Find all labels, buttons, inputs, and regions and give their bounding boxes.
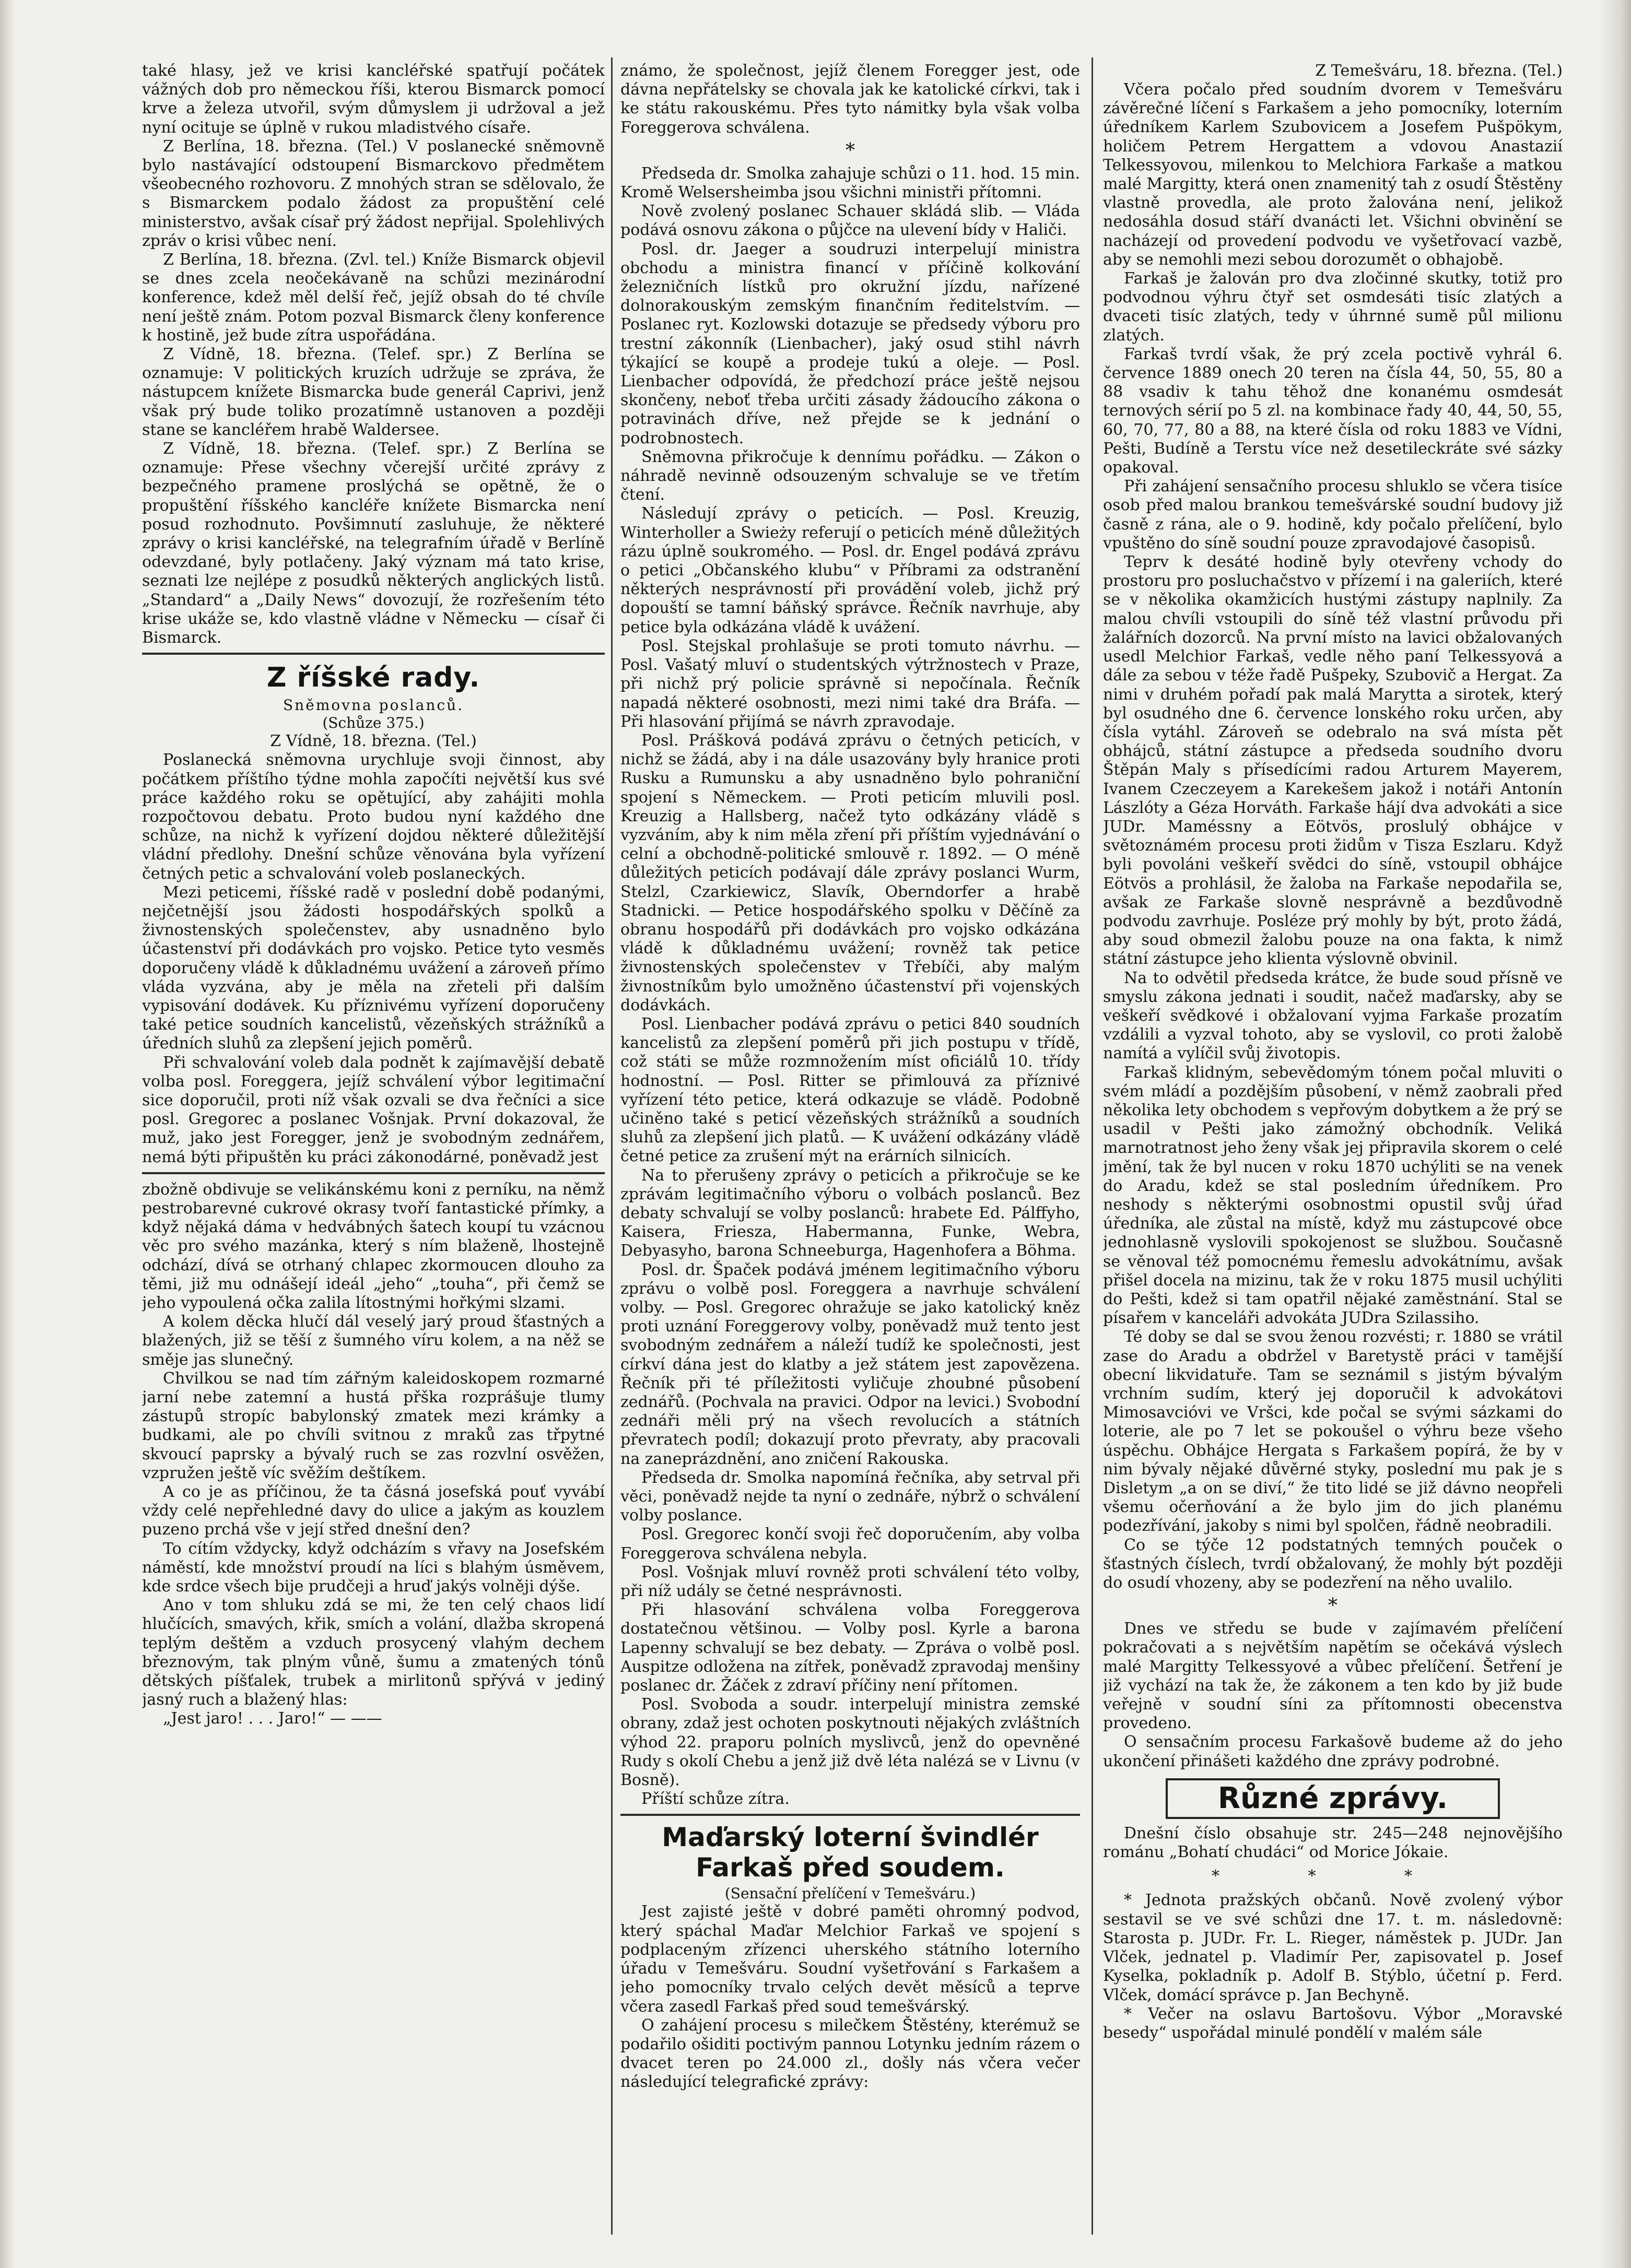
news-paragraph-2: * Jednota pražských občanů. Nově zvolený výbor sestavil se ve své schůzi dne 17. t. m. následovně: Starosta p. JUDr. Fr. L. Rieger, náměstek p. JUDr. Jan Vlček, jednatel p. Vladimír Per, zapisovatel p. Josef Kyselka, pokladník p. Adolf B. Stýblo, účetní p. Ferd. Vlček, domácí správce p. Jan Bechyně. [1103,1891,1563,2004]
session-paragraph-2: Nově zvolený poslanec Schauer skládá slib. — Vláda podává osnovu zákona o půjčce na ulevení bídy v Haliči. [620,202,1080,240]
feuilleton-paragraph-5: To cítím vždycky, když odcházím s vřavy na Josefském náměstí, kde množství proudí na líci s blahým úsměvem, kde srdce všech bije prudčeji a hruď jakýs volněji dýše. [142,1539,605,1596]
session-paragraph-6: Posl. Stejskal prohlašuje se proti tomuto návrhu. — Posl. Vašatý mluví o studentských výtržnostech v Praze, při nichž prý policie správně si nepočínala. Řečník napadá některé osobnosti, mezi nimi také dra Bráfa. — Při hlasování přijímá se návrh zpravodaje. [620,636,1080,731]
feuilleton-paragraph-3: Chvilkou se nad tím zářným kaleidoskopem rozmarné jarní nebe zatemní a hustá přška rozprášuje tlumy zástupů stropíc babylonský zmatek mezi krámky a budkami, ale po chvíli svitnou z mraků zas třpytné skvoucí paprsky a bývalý ruch se zas rozvlní osvěžen, vzpružen ještě víc svěžím deštíkem. [142,1369,605,1482]
next-session: Příští schůze zítra. [641,1790,790,1809]
trial-paragraph-9: Co se týče 12 podstatných temných pouček o šťastných číslech, tvrdí obžalovaný, že mohly být později do osudí vhozeny, aby se podezření na něho uvalilo. [1103,1535,1563,1592]
berlin-report-1: Z Berlína, 18. března. (Tel.) V poslanecké sněmovně bylo nastávající odstoupení Bismarckovo předmětem všeobecného rozhovoru. Z mnohých stran se sdělovalo, že s Bismarckem podalo žádost za propuštění celé ministerstvo, avšak císař prý žádost nepřijal. Spolehlivých zpráv o krisi vůbec není. [142,137,605,250]
rada-paragraph-1: Poslanecká sněmovna urychluje svoji činnost, aby počátkem příštího týdne mohla započíti největší kus své práce každého roku se opětující, aby zahájiti mohla rozpočtovou debatu. Proto budou nyní každého dne schůze, na nichž k vyřízení dojdou některé důležitější vládní předlohy. Dnešní schůze věnována byla vyřízení četných petic a schvalování voleb poslaneckých. [142,751,605,883]
session-paragraph-8: Posl. Lienbacher podává zprávu o petici 840 soudních kancelistů za zlepšení poměrů při jich postupu v třídě, což státi se může rozmnožením míst oficiálů 10. třídy hodnostní. — Posl. Ritter se přimlouvá za příznivé vyřízení této petice, která odkazuje se vládě. Podobně učiněno také s peticí vězeňských strážníků a soudních sluhů za zlepšení jich platů. — K uvážení odkázány vládě četné petice za zrušení mýt na erárních silnicích. [620,1014,1080,1166]
vienna-report-1: Z Vídně, 18. března. (Telef. spr.) Z Berlína se oznamuje: V politických kruzích udržuje se zpráva, že nástupcem knížete Bismarcka bude generál Caprivi, jenž však prý bude toliko prozatímně ustanoven a později stane se kancléřem hrabě Waldersee. [142,345,605,439]
session-paragraph-15: Posl. Svoboda a soudr. interpelují ministra zemské obrany, zdaž jest ochoten poskytnouti nějakých zvláštních výhod 22. praporu polních myslivců, jenž do opevněné Rudy s okolí Chebu a jenž již dvě léta nalézá se v Livnu (v Bosně). [620,1695,1080,1790]
separator-stars: * * * [1211,1867,1454,1886]
farkas-paragraph-2: O zahájení procesu s milečkem Štěstény, kterémuž se podařilo ošiditi poctivým pannou Lotynku jedním rázem o dvacet teren po 24.000 zl., došly nás včera večer následující telegrafické zprávy: [620,2016,1080,2092]
vienna-report-2: Z Vídně, 18. března. (Telef. spr.) Z Berlína se oznamuje: Přese všechny včerejší určité zprávy z bezpečného pramene proslýchá se opětně, že o propuštění říšského kancléře knížete Bismarcka není posud rozhodnuto. Povšimnutí zasluhuje, že některé zprávy o krisi kancléřské, na telegrafním úřadě v Berlíně odevzdané, byly potlačeny. Jaký význam má tato krise, seznati lze nejlépe z posudků některých anglických listů. „Standard“ a „Daily News“ dovozují, že rozřešením této krise ukáže se, kdo vlastně vládne v Německu — císař či Bismarck. [142,440,605,647]
scan-edge-right [1600,0,1631,2268]
trial-paragraph-2: Farkaš je žalován pro dva zločinné skutky, totiž pro podvodnou výhru čtyř set osmdesáti tisíc zlatých a dvaceti tisíc zlatých, tedy v úhrnné sumě půl milionu zlatých. [1103,269,1563,345]
trial-paragraph-3: Farkaš tvrdí však, že prý zcela poctivě vyhrál 6. července 1889 onech 20 teren na čísla 44, 50, 55, 80 a 88 vsadiv k tahu těhož dne konanému osmdesát ternových sérií po 5 zl. na kombinace řady 40, 44, 50, 55, 60, 70, 77, 80 a 88, na které čísla od roku 1883 ve Vídni, Pešti, Budíně a Terstu více než desetileckráte své sázky opakoval. [1103,345,1563,477]
trial-paragraph-10: Dnes ve středu se bude v zajímavém přelíčení pokračovati a s největším napětím se očekává výslech malé Margitty Telkessyové a vůbec přelíčení. Šetření je již vychází na tak že, že zákonem a ten kdo by již bude veřejně v soudní síni za přítomnosti obecenstva provedeno. [1103,1620,1563,1733]
farkas-paragraph-1: Jest zajisté ještě v dobré paměti ohromný podvod, který spáchal Maďar Melchior Farkaš ve spojení s podplaceným zřízenci uherského státního loterního úřadu v Temešváru. Soudní vyšetřování s Farkašem a jeho pomocníky trvalo celých devět měsíců a teprve včera zasedl Farkaš před soud temešvárský. [620,1903,1080,2016]
rada-dateline: Z Vídně, 18. března. (Tel.) [270,732,477,751]
trial-paragraph-4: Při zahájení sensačního procesu shluklo se včera tisíce osob před malou brankou temešvárské soudní budovy již časně z rána, ale o 9. hodině, kdy počalo přelíčení, bylo vpuštěno do síně soudní pouze zpravodajové časopisů. [1103,477,1563,552]
feuilleton-paragraph-1: zbožně obdivuje se velikánskému koni z perníku, na němž pestrobarevné cukrové okrasy tvoří fantastické přímky, a když nějaká dáma v hedvábných šatech koupí tu vzácnou věc pro svého mazánka, který s ním blaženě, lhostejně odchází, dívá se otrhaný chlapec zkormoucen dlouho za těmi, již mu odnášejí ideál „jeho“ „touha“, při čemž se jeho vypoulená očka zalila lítostnými hořkými slzami. [142,1180,605,1312]
rada-paragraph-2: Mezi peticemi, říšské radě v poslední době podanými, nejčetnější jsou žádosti hospodářských spolků a živnostenských společenstev, aby usnadněno bylo účastenství při dodávkách pro vojsko. Petice tyto vesměs doporučeny vládě k důkladnému uvážení a zároveň přímo vláda vyzvána, aby je měla na zřeteli při dalším vypisování dodávek. Ku příznivému vyřízení doporučeny také petice soudních kancelistů, vězeňských strážníků a úředních sluhů za zlepšení jejich poměrů. [142,883,605,1053]
session-paragraph-14: Při hlasování schválena volba Foreggerova dostatečnou většinou. — Volby posl. Kyrle a barona Lapenny schvalují se bez debaty. — Zpráva o volbě posl. Auspitze odložena na zítřek, poněvadž zpravodaj menšiny poslanec dr. Žáček z zdraví příčiny není přítomen. [620,1601,1080,1695]
section-heading-rada: Z říšské rady. [266,662,480,694]
farkas-divider [620,1814,1080,1816]
trial-paragraph-11: O sensačním procesu Farkašově budeme až do jeho ukončení přinášeti každého dne zprávy podrobné. [1103,1733,1563,1770]
section-heading-zpravy: Různé zprávy. [1166,1778,1500,1819]
column-left [142,62,605,2234]
feuilleton-paragraph-4: A co je as příčinou, že ta čásná josefská pouť vyvábí vždy celé nepřehledné davy do ulice a jakým as kouzlem puzeno prchá vše v její střed dnešní den? [142,1483,605,1539]
foregger-continuation: známo, že společnost, jejíž členem Foregger jest, ode dávna nepřátelsky se chovala jak ke katolické církvi, tak i ke státu rakouskému. Přes tyto námitky byla však volba Foreggerova schválena. [620,62,1080,137]
trial-paragraph-1: Včera počalo před soudním dvorem v Temešváru závěrečné líčení s Farkašem a jeho pomocníky, loterním úředníkem Karlem Szubovicem a Josefem Pušpökym, holičem Petrem Hergattem a vdovou Anastazií Telkessyovou, milenkou to Melchiora Farkaše a matkou malé Margitty, která onen znamenitý tah z osudí Štěstěny vlastně provedla, ale proto žalována není, jelikož nedosáhla dosud stáří dvanácti let. Všichni obvinění se nacházejí od provedení podvodu ve vyšetřovací vazbě, aby se nemohli mezi sebou dorozumět o obhajobě. [1103,80,1563,269]
separator-star: * [1328,1595,1337,1617]
session-paragraph-9: Na to přerušeny zprávy o peticích a přikročuje se ke zprávám legitimačního výboru o volbách poslanců. Bez debaty schvalují se volby poslanců: hrabete Ed. Pálffyho, Kaisera, Friesza, Habermanna, Funke, Webra, Debyasyho, barona Schneeburga, Hagenhofera a Böhma. [620,1166,1080,1260]
column-right [1103,62,1563,2234]
session-paragraph-5: Následují zprávy o peticích. — Posl. Kreuzig, Winterholler a Swieży referují o peticích méně důležitých rázu úplně soukromého. — Posl. dr. Engel podává zprávu o petici „Občanského klubu“ v Příbrami za odstranění některých nesprávností při provádění voleb, jichž prý dopouští se tamní báňský správce. Řečník navrhuje, aby petice byla odkázána vládě k uvážení. [620,504,1080,636]
feuilleton-paragraph-6: Ano v tom shluku zdá se mi, že ten celý chaos lidí hlučících, smavých, křik, smích a volání, dlažba skropená teplým deštěm a vzduch prosycený vlahým dechem březnovým, tak plným vůně, šumu a zmatených tónů dětských píšťalek, trubek a mirlitonů spřývá v jediný jasný ruch a blažený hlas: [142,1596,605,1709]
feuilleton-closing: „Jest jaro! . . . Jaro!“ — —— [163,1709,382,1728]
trial-paragraph-6: Na to odvětil předseda krátce, že bude soud přísně ve smyslu zákona jednati i soudit, načež maďarsky, aby se veškeří svědkové i obžalovaní vyjma Farkaše prozatím vzdálili a vyzval tohoto, aby se vyslovil, co proti žalobě namítá a vylíčil svůj životopis. [1103,968,1563,1063]
farkas-subheading: (Sensační přelíčení v Temešváru.) [724,1885,976,1903]
news-paragraph-3: * Večer na oslavu Bartošovu. Výbor „Moravské besedy“ uspořádal minulé pondělí v malém sále [1103,2004,1563,2042]
trial-paragraph-8: Té doby se dal se svou ženou rozvésti; r. 1880 se vrátil zase do Aradu a obdržel v Baretystě práci v tamější obecní likvidatuře. Tam se seznámil s jistým bývalým vrchním sudím, který jej doporučil k advokátovi Mimosavcióvi ve Vršci, kde počal se svými sázkami do loterie, ale po 7 let se pokoušel o výhru beze všeho úspěchu. Obhájce Hergata s Farkašem popírá, že by v nim bývaly nějaké důvěrné styky, poslední mu pak je s Disletym „a on se diví,“ že tito lidé se již dávno neopřeli všemu očerňování a že bylo jim do jich planému podezřívání, jakoby s nimi byl spolčen, řádně neobradili. [1103,1328,1563,1535]
section-divider [142,653,605,655]
column-middle [620,62,1080,2234]
session-paragraph-7: Posl. Prášková podává zprávu o četných peticích, v nichž se žádá, aby i na dále usazovány byly hranice proti Rusku a Rumunsku a aby usnadněno bylo pohraniční spojení s Německem. — Proti peticím mluvili posl. Kreuzig a Hallsberg, načež tyto odkázány vládě s vyzváním, aby k nim měla zření při příštím vyjednávání o celní a obchodně-politické smlouvě r. 1892. — O méně důležitých peticích podávají dále zprávy poslanci Wurm, Stelzl, Czarkiewicz, Slavík, Oberndorfer a hrabě Stadnicki. — Petice hospodářského spolku v Děčíně za obranu hospodářů při dodávkách pro vojsko odkázána vládě k důkladnému uvážení; rovněž tak petice živnostenských společenstev v Třebíči, aby malým živnostníkům bylo umožněno účastenství při vojenských dodávkách. [620,731,1080,1014]
session-paragraph-10: Posl. dr. Špaček podává jménem legitimačního výboru zprávu o volbě posl. Foreggera a navrhuje schválení volby. — Posl. Gregorec ohražuje se jako katolický kněz proti uznání Foreggerovy volby, poněvadž muž tento jest svobodným zednářem a náleží tudíž ke společnosti, jest církví dána jest do klatby a jež státem jest zapovězena. Řečník při té příležitosti vyličuje zhoubné působení zednářů. (Pochvala na pravici. Odpor na levici.) Svobodní zednáři měli prý na všech revolucích a státních převratech podíl; dokazují proto převraty, aby pracovali na zaneprázdnění, ano zničení Rakouska. [620,1260,1080,1468]
session-paragraph-3: Posl. dr. Jaeger a soudruzi interpelují ministra obchodu a ministra financí v příčině kolkování železničních lístků pro okružní jízdu, nařízené dolnorakouským zemským finančním ředitelstvím. — Poslanec ryt. Kozlowski dotazuje se předsedy výboru pro trestní zákonník (Lienbacher), jaký osud stihl návrh týkající se koupě a prodeje tukú a oleje. — Posl. Lienbacher odpovídá, že předchozí práce ještě nejsou skončeny, neboť třeba určiti zásady žádoucího zákona o potravinách dříve, než přejde se k jednání o podrobnostech. [620,240,1080,447]
scan-edge-left [0,0,14,2268]
separator-star: * [846,139,855,161]
trial-paragraph-7: Farkaš klidným, sebevědomým tónem počal mluviti o svém mládí a pozdějším působení, v němž zaobrali před několika lety obchodem s vepřovým dobytkem a že prý se usadil v Pešti jako zámožný obchodník. Veliká marnotratnost jeho ženy však jej připravila skorem o celé jmění, tak že byl nucen v roku 1870 uchýliti se na venek do Aradu, kdež se stal posledním úředníkem. Pro neshody s některými osobnostmi opustil svůj úřad úředníka, ale zůstal na místě, když mu zástupcové obce jednohlasně vyslovili spokojenost se službou. Současně se věnoval též pomocnému řemeslu advokátnímu, avšak přišel docela na mizinu, tak že v roku 1875 musil uchýliti do Pešti, kdež si tam opatřil nějaké zaměstnání. Stal se písařem v kanceláři advokáta JUDra Szilassiho. [1103,1063,1563,1328]
rada-paragraph-3: Při schvalování voleb dala podnět k zajímavější debatě volba posl. Foreggera, jejíž schválení výbor legitimační sice doporučil, proti níž však ozvali se dva řečníci a sice posl. Gregorec a poslanec Vošnjak. První dokazoval, že muž, jako jest Foregger, jenž je svobodným zednářem, nemá býti připuštěn ku práci zákonodárné, poněvadž jest [142,1053,605,1166]
farkas-heading: Maďarský loterní švindlér Farkaš před soudem. [662,1822,1039,1883]
bismarck-continuation: také hlasy, jež ve krisi kancléřské spatřují počátek vážných dob pro německou říši, kterou Bismarck pomocí krve a železa utvořil, svým důmyslem ji udržoval a jež nyní ocituje se úplně v rukou mladistvého císaře. [142,62,605,137]
column-rule-2 [1092,57,1093,2235]
session-paragraph-1: Předseda dr. Smolka zahajuje schůzi o 11. hod. 15 min. Kromě Welsersheimba jsou všichni ministři přítomni. [620,164,1080,202]
session-paragraph-12: Posl. Gregorec končí svoji řeč doporučením, aby volba Foreggerova schválena nebyla. [620,1525,1080,1563]
feuilleton-paragraph-2: A kolem děcka hlučí dál veselý jarý proud šťastných a blažených, již se těší z šumného víru kolem, a na něž se směje jas slunečný. [142,1313,605,1369]
column-rule-1 [611,57,613,2235]
berlin-report-2: Z Berlína, 18. března. (Zvl. tel.) Kníže Bismarck objevil se dnes zcela neočekávaně na schůzi mezinárodní konference, kdež měl delší řeč, jejíž obsah do té chvíle není ještě znám. Potom pozval Bismarck členy konference k hostině, jež bude zítra uspořádána. [142,251,605,345]
temesvar-dateline: Z Temešváru, 18. března. (Tel.) [1315,62,1563,80]
rada-session: (Schůze 375.) [322,714,425,732]
session-paragraph-11: Předseda dr. Smolka napomíná řečníka, aby setrval při věci, poněvadž nejde ta nyní o zednáře, nýbrž o schválení volby poslance. [620,1468,1080,1525]
news-paragraph-1: Dnešní číslo obsahuje str. 245—248 nejnovějšího románu „Bohatí chudáci“ od Morice Jókaie. [1103,1824,1563,1862]
session-paragraph-4: Sněmovna přikročuje k dennímu pořádku. — Zákon o náhradě nevinně odsouzeným schvaluje se ve třetím čtení. [620,447,1080,504]
rada-subheading: Sněmovna poslanců. [283,696,464,714]
session-paragraph-13: Posl. Vošnjak mluví rovněž proti schválení této volby, při níž udály se četné nesprávnosti. [620,1563,1080,1601]
trial-paragraph-5: Teprv k desáté hodině byly otevřeny vchody do prostoru pro posluchačstvo v přízemí i na galeriích, které se v několika okamžicích hustými zástupy naplnily. Za malou chvíli vstoupili do síně též vlastní průvodu při žalářních dozorců. Na první místo na lavici obžalovaných usedl Melchior Farkaš, vedle něho paní Telkessyová a dále za sebou v téže řadě Pušpeky, Szubovič a Hergat. Za nimi v druhém pořadí pak malá Marytta a sirotek, který byl osudného dne 6. července lonského roku určen, aby čísla vytáhl. Zároveň se odebralo na svá místa pět obhájců, státní zástupce a předseda soudního dvoru Štěpán Maly s přísedícími radou Arturem Mayerem, Ivanem Czeczeyem a Karekešem jakož i notáři Antonín Lászlóty a Géza Horváth. Farkaše hájí dva advokáti a sice JUDr. Maméssny a Eötvös, proslulý obhájce v světoznámém procesu proti židům v Tisza Eszlaru. Když byli povoláni veškeří svědci do síně, vstoupil obhájce Eötvös a prohlásil, že žaloba na Farkaše nepodařila se, avšak ze Farkaše slovně nesprávně a bezdůvodně podvodu zavrhuje. Posléze prý mohly by být, proto žádá, aby soud obmezil žalobu pouze na ona fakta, k nimž státní zástupce jeho klienta výslovně obvinil. [1103,553,1563,968]
feuilleton-divider [142,1172,605,1174]
